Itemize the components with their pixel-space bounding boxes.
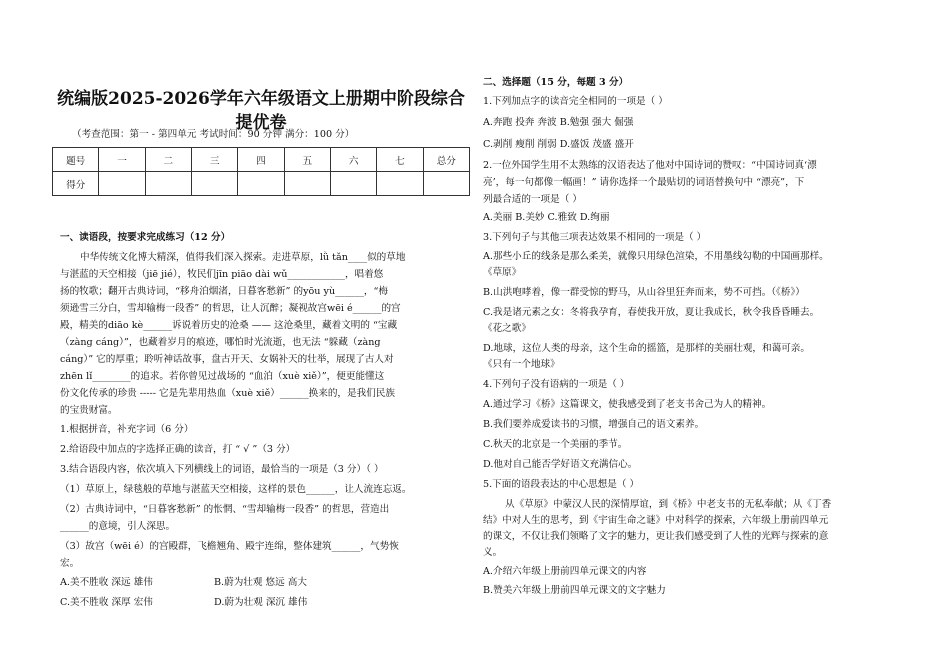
- score-row-label: 得分: [53, 172, 99, 196]
- choice-line: 2.一位外国学生用不太熟练的汉语表达了他对中国诗词的赞叹：“中国诗词真‘漂: [483, 160, 817, 171]
- score-header-cell: 总分: [423, 148, 469, 172]
- score-header-cell: 题号: [53, 148, 99, 172]
- question-line: 宏。: [60, 558, 80, 569]
- passage-line: 殿，精美的diāo kè______诉说着历史的沧桑 —— 这沧桑里，藏着文明的 “宝藏: [60, 320, 398, 331]
- choice-line: C.我是诸元素之女：冬将我孕育，春使我开放，夏让我成长，秋令我昏昏睡去。: [483, 307, 820, 318]
- exam-title-line1: 统编版2025-2026学年六年级语文上册期中阶段综合: [57, 89, 465, 109]
- choice-line: 《花之歌》: [483, 323, 531, 334]
- choice-line: 3.下列句子与其他三项表达效果不相同的一项是（ ）: [483, 232, 707, 243]
- score-cell: [99, 172, 145, 196]
- score-table: [52, 147, 470, 196]
- passage-line: （zàng cáng）”，也藏着岁月的痕迹，哪怕时光流逝，也无法 “躲藏（zàng: [60, 337, 381, 348]
- passage-line: zhēn lǐ________的追求。若你曾见过战场的 “血泊（xuè xiě）”，便更能懂这: [60, 371, 385, 382]
- choice-line: 《草原》: [483, 267, 522, 278]
- question-line: （1）草原上，绿毯般的草地与湛蓝天空相接，这样的景色______，让人流连忘返。: [60, 484, 412, 495]
- choice-line: D.地球，这位人类的母亲，这个生命的摇篮，是那样的美丽壮观，和蔼可亲。: [483, 343, 810, 354]
- score-cell: [330, 172, 376, 196]
- question-line: （3）故宫（wēi é）的宫殿群，飞檐翘角、殿宇连绵，整体建筑______，气势恢: [60, 541, 399, 552]
- score-cell: [238, 172, 284, 196]
- score-header-cell: 五: [284, 148, 330, 172]
- choice-line: A.奔跑 投奔 奔波 B.勉强 强大 倔强: [483, 117, 634, 128]
- choice-line: D.他对自己能否学好语文充满信心。: [483, 459, 638, 470]
- exam-info: （考查范围：第一 - 第四单元 考试时间：90 分钟 满分：100 分）: [72, 129, 355, 140]
- choice-line: 4.下列句子没有语病的一项是（ ）: [483, 379, 630, 390]
- section1-heading: 一、读语段，按要求完成练习（12 分）: [60, 232, 231, 243]
- option-a: A.美不胜收 深远 雄伟: [60, 577, 153, 588]
- section2-heading: 二、选择题（15 分，每题 3 分）: [483, 77, 629, 88]
- passage-line: 中华传统文化博大精深，值得我们深入探索。走进草原，lǜ tǎn____似的草地: [80, 252, 406, 263]
- choice-line: B.山洪咆哮着，像一群受惊的野马，从山谷里狂奔而来，势不可挡。（《桥》）: [483, 287, 805, 298]
- score-header-cell: 二: [145, 148, 191, 172]
- exam-title-line2: 提优卷: [235, 113, 287, 133]
- passage-line: 的宝贵财富。: [60, 405, 118, 416]
- score-cell: [191, 172, 237, 196]
- score-table-score-row: [53, 172, 470, 196]
- choice-line: 义。: [483, 547, 503, 558]
- question-line: ______的意境，引人深思。: [60, 521, 176, 532]
- choice-line: 1.下列加点字的读音完全相同的一项是（ ）: [483, 96, 668, 107]
- option-d: D.蔚为壮观 深沉 雄伟: [214, 597, 308, 608]
- choice-line: 结》中对人生的思考，到《宇宙生命之谜》中对科学的探索，六年级上册前四单元: [483, 515, 829, 526]
- score-header-cell: 四: [238, 148, 284, 172]
- choice-line: A.美丽 B.美妙 C.雅致 D.绚丽: [483, 212, 610, 223]
- score-cell: [145, 172, 191, 196]
- choice-line: A.那些小丘的线条是那么柔美，就像只用绿色渲染，不用墨线勾勒的中国画那样。: [483, 251, 829, 262]
- passage-line: 与湛蓝的天空相接（jiē jié），牧民们jīn piāo dài wǔ____________，唱着悠: [60, 269, 384, 280]
- choice-line: 的课文，不仅让我们领略了文字的魅力，更让我们感受到了人性的光辉与探索的意: [483, 531, 829, 542]
- passage-line: cáng）” 它的厚重；聆听神话故事，盘古开天、女娲补天的壮举，展现了古人对: [60, 354, 394, 365]
- score-header-cell: 七: [377, 148, 423, 172]
- score-header-cell: 六: [330, 148, 376, 172]
- question-line: 1.根据拼音，补充字词（6 分）: [60, 424, 194, 435]
- question-line: （2）古典诗词中，“日暮客愁新” 的怅惘、“雪却输梅一段香” 的哲思，营造出: [60, 504, 390, 515]
- choice-line: 列最合适的一项是（ ）: [483, 194, 582, 205]
- choice-line: 5.下面的语段表达的中心思想是（ ）: [483, 479, 640, 490]
- choice-line: B.赞美六年级上册前四单元课文的文字魅力: [483, 585, 666, 596]
- choice-line: 亮’，每一句都像一幅画！” 请你选择一个最贴切的词语替换句中 “漂亮”，下: [483, 177, 805, 188]
- score-cell: [377, 172, 423, 196]
- score-header-cell: 三: [191, 148, 237, 172]
- passage-line: 扬的牧歌；翻开古典诗词，“移舟泊烟渚，日暮客愁新” 的yōu yù______，“梅: [60, 286, 389, 297]
- choice-line: B.我们要养成爱读书的习惯，增强自己的语文素养。: [483, 419, 705, 430]
- score-cell: [423, 172, 469, 196]
- choice-line: A.介绍六年级上册前四单元课文的内容: [483, 566, 647, 577]
- option-b: B.蔚为壮观 悠远 高大: [214, 577, 307, 588]
- choice-line: 《只有一个地球》: [483, 359, 560, 370]
- score-cell: [284, 172, 330, 196]
- choice-line: A.通过学习《桥》这篇课文，使我感受到了老支书舍己为人的精神。: [483, 399, 772, 410]
- question-line: 2.给语段中加点的字选择正确的读音，打 “ √ ”（3 分）: [60, 444, 296, 455]
- score-table-header-row: [53, 148, 470, 172]
- choice-line: C.秋天的北京是一个美丽的季节。: [483, 439, 628, 450]
- passage-line: 份文化传承的珍贵 ----- 它是先辈用热血（xuè xiě）______换来的，是我们民族: [60, 388, 395, 399]
- score-header-cell: 一: [99, 148, 145, 172]
- option-c: C.美不胜收 深厚 宏伟: [60, 597, 153, 608]
- choice-line: 从《草原》中蒙汉人民的深情厚谊，到《桥》中老支书的无私奉献；从《丁香: [505, 499, 832, 510]
- passage-line: 须逊雪三分白，雪却输梅一段香” 的哲思，让人沉醉；凝视故宫wēi é______的宫: [60, 303, 401, 314]
- choice-line: C.剥削 瘦削 削弱 D.盛饭 茂盛 盛开: [483, 139, 634, 150]
- question-line: 3.结合语段内容，依次填入下列横线上的词语，最恰当的一项是（3 分）（ ）: [60, 464, 384, 475]
